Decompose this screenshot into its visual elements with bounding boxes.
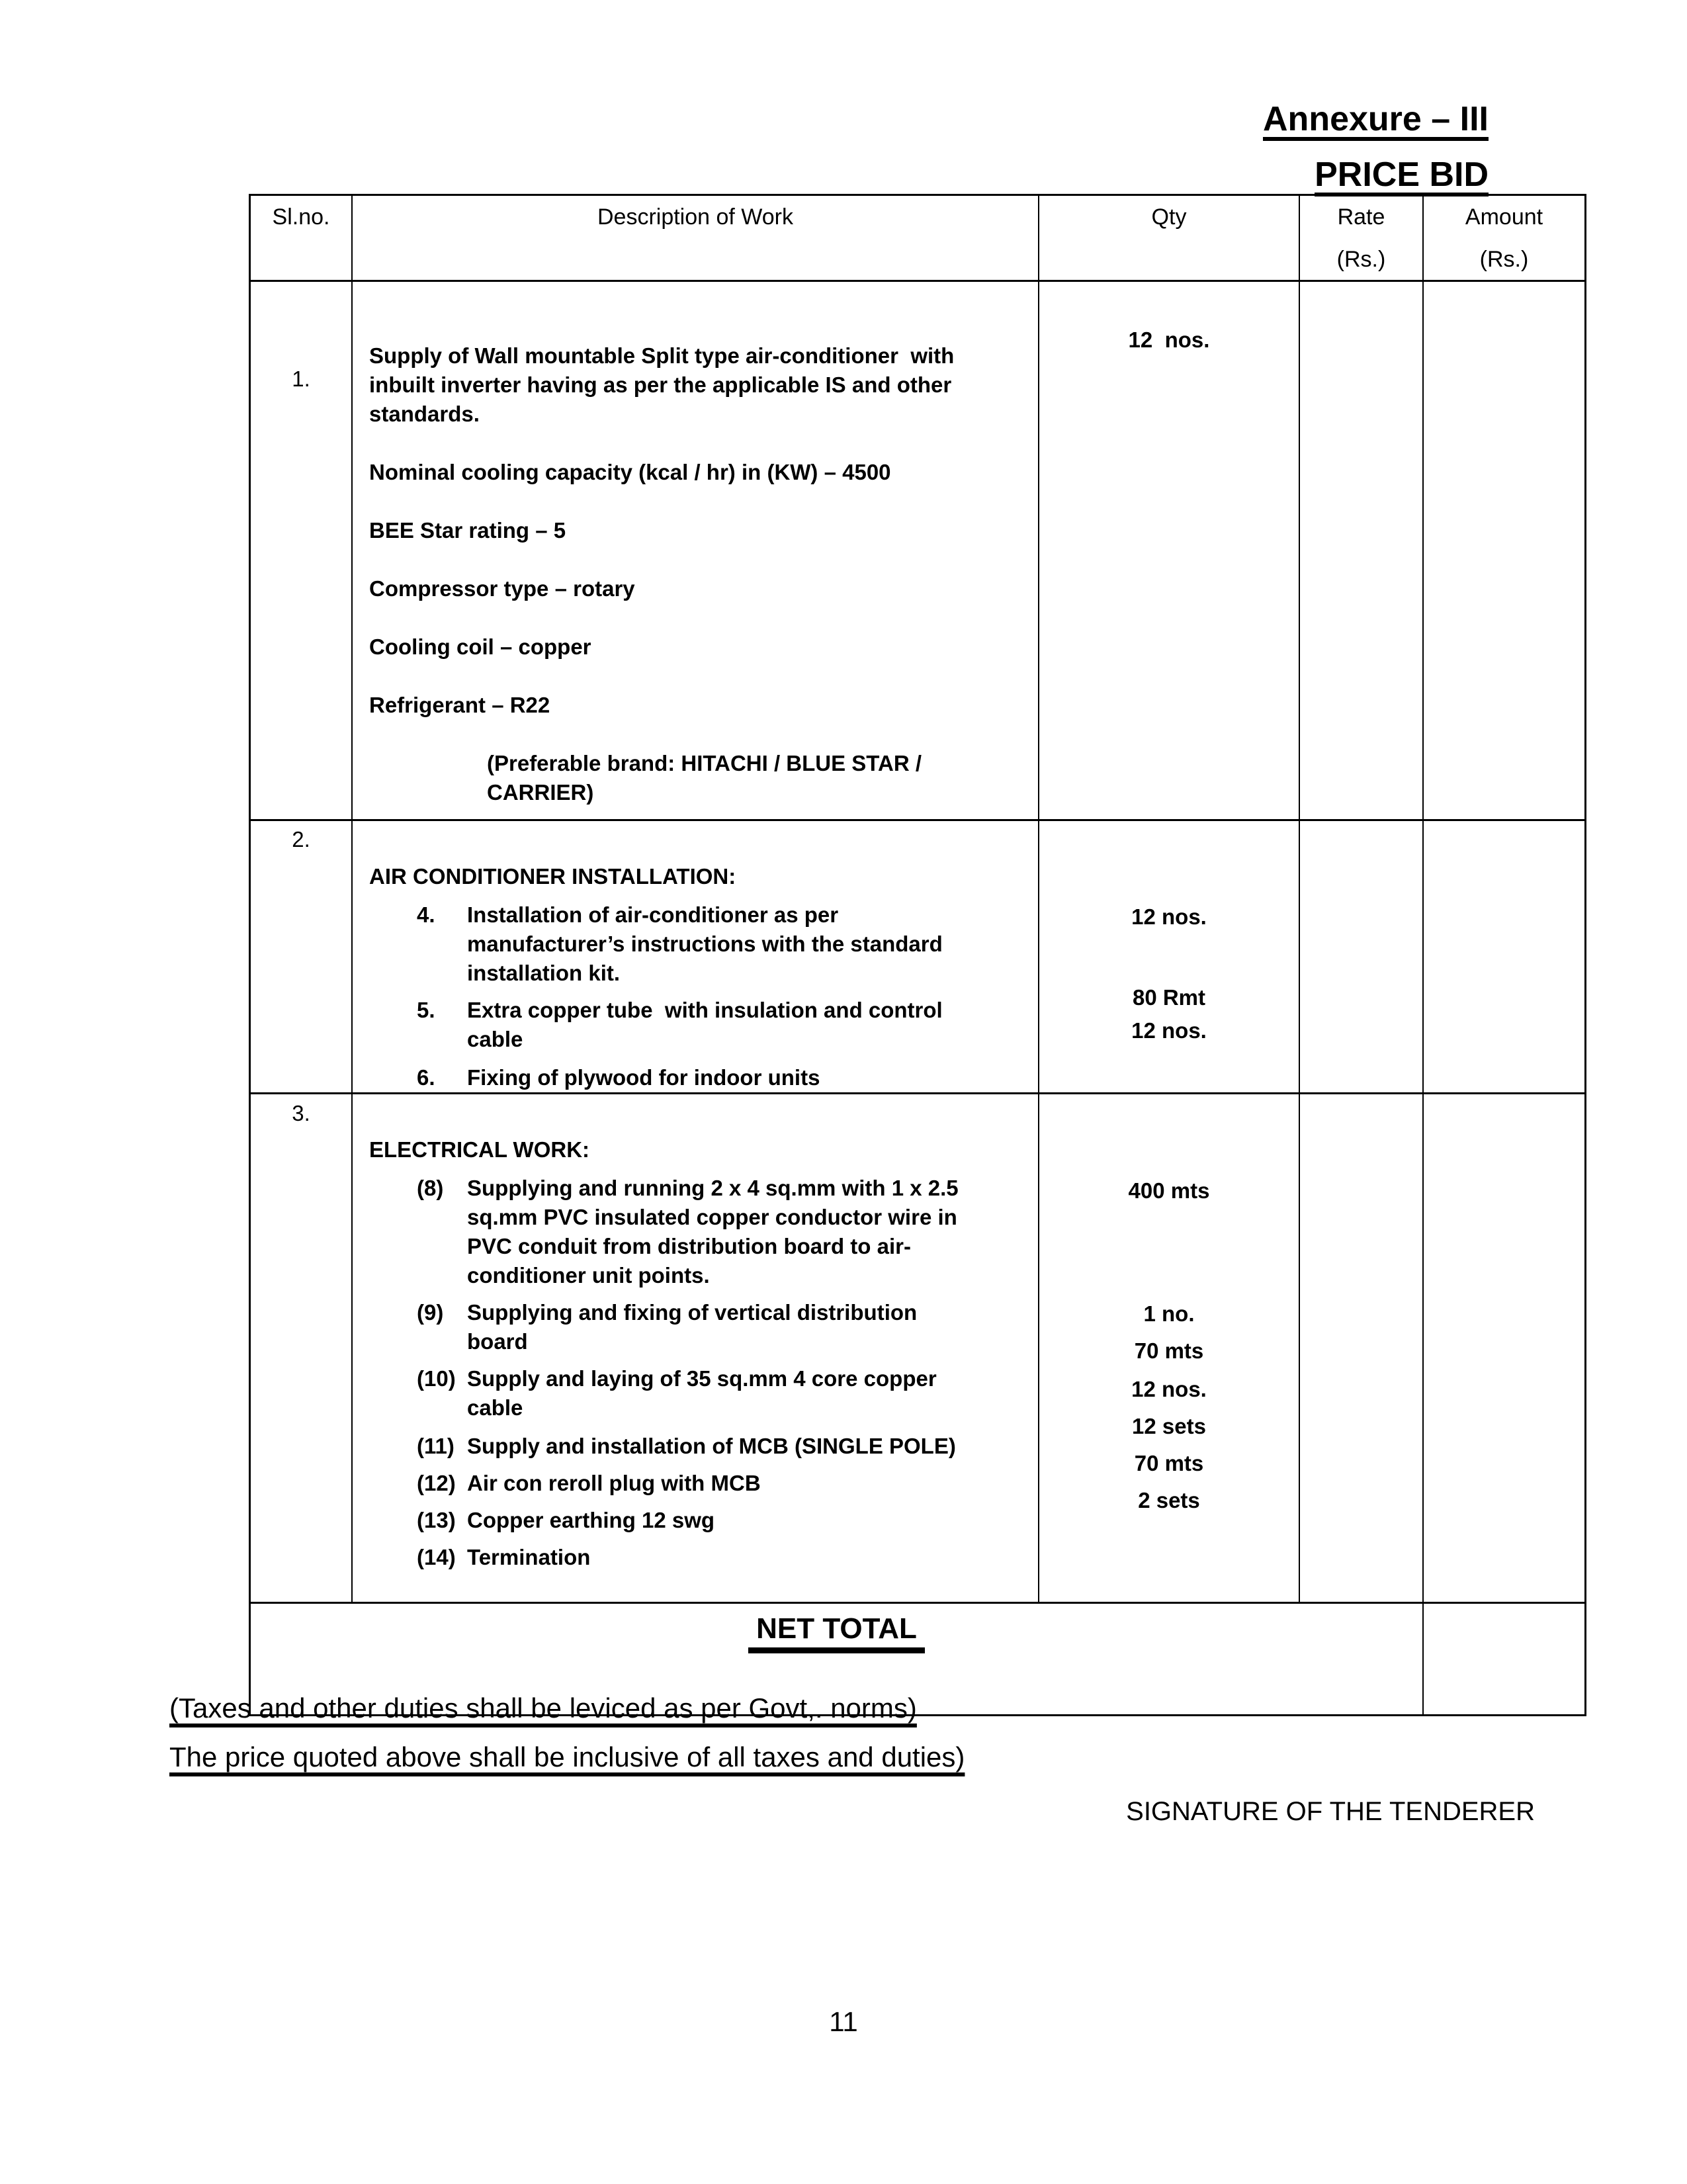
row2-qty	[1039, 821, 1300, 1092]
work-item	[369, 1469, 980, 1498]
taxes-note: (Taxes and other duties shall be leviced as per Govt,. norms)	[169, 1692, 917, 1724]
qty-value: 2 sets	[1138, 1488, 1200, 1512]
row3-qty	[1039, 1094, 1300, 1602]
item-text: Supply and laying of 35 sq.mm 4 core copper cable	[467, 1366, 943, 1420]
header-amount	[1424, 196, 1584, 280]
price-bid-title: PRICE BID	[1315, 155, 1489, 194]
row2-slno: 2.	[251, 821, 353, 1092]
row1-paragraph: Supply of Wall mountable Split type air-conditioner with inbuilt inverter having as per the applicable IS and other standards.	[369, 343, 961, 426]
item-number: (12)	[417, 1471, 456, 1495]
qty-value: 12 nos.	[1131, 1018, 1207, 1043]
table-header-row	[251, 196, 1584, 282]
header-slno: Sl.no.	[251, 196, 353, 280]
work-item	[369, 996, 980, 1054]
item-number: (8)	[417, 1176, 444, 1200]
row1-brand-note: (Preferable brand: HITACHI / BLUE STAR / CARRIER)	[487, 751, 928, 805]
row1-paragraph: Refrigerant – R22	[369, 693, 550, 717]
header-description: Description of Work	[353, 196, 1039, 280]
row1-paragraph: Compressor type – rotary	[369, 576, 635, 601]
header-amount-line2: (Rs.)	[1479, 247, 1529, 272]
row1-paragraph: Cooling coil – copper	[369, 634, 591, 659]
item-text: Supplying and running 2 x 4 sq.mm with 1 x 2.5 sq.mm PVC insulated copper conductor wire in PVC conduit from distribution board to air-conditioner unit points.	[467, 1176, 965, 1288]
work-item	[369, 1063, 980, 1092]
header-qty: Qty	[1039, 196, 1300, 280]
row2-rate	[1300, 821, 1424, 1092]
item-text: Extra copper tube with insulation and control cable	[467, 998, 949, 1051]
row1-description	[353, 282, 1039, 819]
row3-slno: 3.	[251, 1094, 353, 1602]
qty-value: 1 no.	[1143, 1301, 1195, 1326]
header-amount-line1: Amount	[1465, 204, 1543, 230]
item-text: Supply and installation of MCB (SINGLE POLE)	[467, 1434, 956, 1458]
item-number: 5.	[417, 998, 435, 1022]
table-row-3	[251, 1094, 1584, 1604]
work-item	[369, 1298, 980, 1356]
qty-value: 12 sets	[1132, 1414, 1206, 1438]
footnotes	[169, 1691, 965, 1774]
table-row-1	[251, 282, 1584, 821]
row1-slno: 1.	[251, 282, 353, 819]
row1-rate	[1300, 282, 1424, 819]
item-text: Fixing of plywood for indoor units	[467, 1065, 820, 1090]
net-total-amount-cell	[1424, 1604, 1584, 1714]
qty-value: 12 nos.	[1131, 904, 1207, 929]
work-item	[369, 900, 980, 988]
page-number: 11	[829, 2006, 858, 2037]
work-item	[369, 1543, 980, 1572]
row2-section-heading: AIR CONDITIONER INSTALLATION:	[369, 864, 736, 889]
header-rate	[1300, 196, 1424, 280]
item-text: Installation of air-conditioner as per manufacturer’s instructions with the standard installation kit.	[467, 902, 949, 985]
header-rate-line2: (Rs.)	[1336, 247, 1386, 272]
item-number: (11)	[417, 1434, 454, 1458]
title-block	[1263, 99, 1489, 195]
header-rate-line1: Rate	[1337, 204, 1385, 230]
qty-value: 400 mts	[1128, 1178, 1210, 1203]
item-text: Copper earthing 12 swg	[467, 1508, 715, 1532]
qty-value: 12 nos.	[1131, 1377, 1207, 1401]
row1-paragraph: Nominal cooling capacity (kcal / hr) in (KW) – 4500	[369, 460, 891, 484]
qty-value: 12 nos.	[1128, 328, 1210, 352]
annexure-title: Annexure – III	[1263, 100, 1489, 138]
item-number: (13)	[417, 1508, 456, 1532]
net-total-label: NET TOTAL	[748, 1613, 925, 1653]
row3-description	[353, 1094, 1039, 1602]
work-item	[369, 1506, 980, 1535]
row1-paragraph: BEE Star rating – 5	[369, 518, 566, 543]
row3-amount	[1424, 1094, 1584, 1602]
row2-amount	[1424, 821, 1584, 1092]
item-number: (9)	[417, 1300, 444, 1325]
qty-value: 70 mts	[1134, 1451, 1204, 1475]
work-item	[369, 1432, 980, 1461]
row3-rate	[1300, 1094, 1424, 1602]
row1-qty	[1039, 282, 1300, 819]
item-text: Air con reroll plug with MCB	[467, 1471, 761, 1495]
qty-value: 80 Rmt	[1132, 985, 1206, 1010]
table-row-2	[251, 821, 1584, 1094]
item-number: (10)	[417, 1366, 456, 1391]
item-number: 6.	[417, 1065, 435, 1090]
price-bid-table	[249, 194, 1586, 1716]
qty-value: 70 mts	[1134, 1338, 1204, 1363]
row1-amount	[1424, 282, 1584, 819]
signature-line: SIGNATURE OF THE TENDERER	[1126, 1797, 1535, 1826]
row3-section-heading: ELECTRICAL WORK:	[369, 1137, 590, 1162]
price-inclusive-note: The price quoted above shall be inclusive of all taxes and duties)	[169, 1741, 965, 1772]
item-number: 4.	[417, 902, 435, 927]
row2-description	[353, 821, 1039, 1092]
item-text: Supplying and fixing of vertical distribution board	[467, 1300, 924, 1354]
work-item	[369, 1364, 980, 1422]
work-item	[369, 1174, 980, 1290]
item-text: Termination	[467, 1545, 591, 1569]
item-number: (14)	[417, 1545, 456, 1569]
